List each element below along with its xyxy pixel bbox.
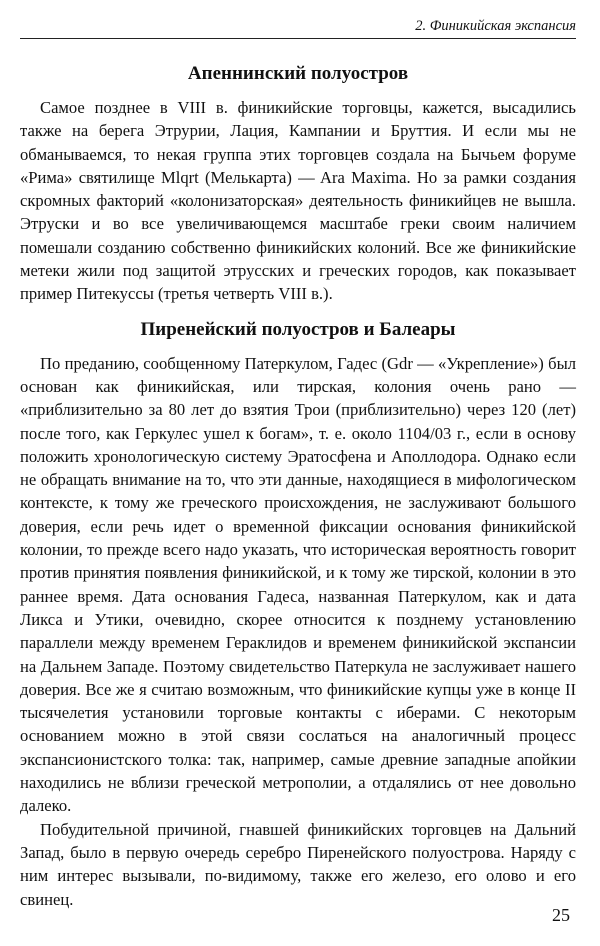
page-body — [20, 54, 576, 911]
paragraph: Самое позднее в VIII в. финикийские торговцы, кажется, высадились также на берега Этрурии, Лация, Кампании и Бруттия. И если мы не обманываемся, то некая группа этих торговцев создала на Бычьем форуме «Рима» святилище Mlqrt (Мелькарта) — Ara Maxima. Но за рамки создания скромных факторий «колонизаторская» деятельность финикийцев не вышла. Этруски и во все увеличивающемся масштабе греки своим наличием помешали созданию собственно финикийских колоний. Все же финикийские метеки жили под защитой этрусских и греческих городов, как показывает пример Питекуссы (третья четверть VIII в.). — [20, 98, 576, 304]
page-number: 25 — [552, 905, 570, 925]
section-heading: Апеннинский полуостров — [187, 63, 409, 84]
paragraph: Побудительной причиной, гнавшей финикийских торговцев на Дальний Запад, было в первую очередь серебро Пиренейского полуострова. Наряду с ним интерес вызывали, по-видимому, также его железо, его олово и его свинец. — [20, 819, 576, 909]
section-heading: Пиренейский полуостров и Балеары — [140, 318, 456, 340]
paragraph: По преданию, сообщенному Патеркулом, Гадес (Gdr — «Укрепление») был основан как финикийская, или тирская, колония очень рано — «приблизительно за 80 лет до взятия Трои (приблизительно) через 120 (лет) после того, как Геркулес ушел к богам», т. е. около 1104/03 г., если в основу положить хронологическую систему Эратосфена и Аполлодора. Однако если не обращать внимание на то, что эти данные, находящиеся в мифологическом контексте, к тому же греческого происхождения, не заслуживают большого доверия, если речь идет о временной фиксации основания финикийской колонии, то прежде всего надо указать, что историческая вероятность говорит против принятия появления финикийской, и к тому же тирской, колонии в это раннее время. Дата основания Гадеса, названная Патеркулом, как и дата Ликса и Утики, очевидно, скорее относится к позднему установлению параллели между временем Гераклидов и временем финикийской экспансии на Дальнем Западе. Поэтому свидетельство Патеркула не заслуживает нашего доверия. Все же я считаю возможным, что финикийские купцы уже в конце II тысячелетия установили торговые контакты с иберами. С некоторым основанием можно в этой связи сослаться на аналогичный процесс экспансионистского толка: так, например, самые древние западные апойкии находились не вблизи греческой метрополии, а отдалялись от нее довольно далеко. — [20, 353, 576, 816]
section-iberia — [20, 318, 576, 911]
running-title: 2. Финикийская экспансия — [415, 18, 576, 34]
running-header — [20, 14, 576, 39]
section-apennine — [20, 62, 576, 306]
